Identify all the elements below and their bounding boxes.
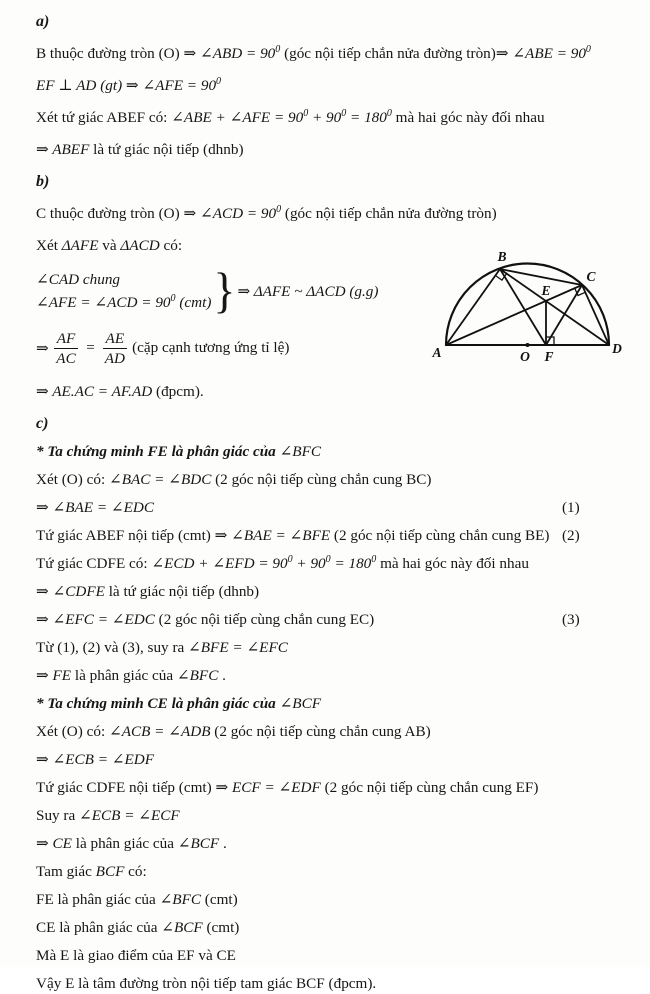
text-segment: (góc nội tiếp chắn nửa đường tròn) [281,205,497,222]
brace-row [36,268,211,291]
math-segment: ⇒ ∠CDFE [36,583,105,600]
math-segment: + 90 [308,109,342,126]
math-segment: ∠CAD chung [36,271,121,288]
text-line [36,890,642,910]
text-segment: a) [36,13,50,30]
text-segment: Vậy E là tâm đường tròn nội tiếp tam giác BCF (đpcm). [36,975,377,992]
math-segment: ∠ECB = ∠ECF [79,807,180,824]
superscript: 0 [371,553,377,565]
math-segment: ⇒ ∠EFC = ∠EDC [36,611,155,628]
text-line [36,638,642,658]
superscript: 0 [287,553,293,565]
text-segment: và [98,237,121,254]
text-line [36,554,642,574]
math-segment: ⇒ ∠ECB = ∠EDF [36,751,155,768]
text-segment: là tứ giác nội tiếp (dhnb) [93,141,244,158]
text-segment: . [218,667,226,684]
text-segment: * Ta chứng minh CE là phân giác của [36,695,280,712]
text-segment: Tứ giác ABEF nội tiếp (cmt) [36,527,215,544]
solution-text [36,12,642,994]
section-heading [36,12,642,32]
math-segment: ∠BCF [279,695,321,712]
text-line [36,974,642,994]
equals-sign: = [85,339,96,356]
text-line [36,498,642,518]
text-segment: mà hai góc này đối nhau [376,555,529,572]
math-segment: (g.g) [349,282,379,300]
text-line [36,610,642,630]
equation-number: (3) [562,611,580,628]
text-segment: (2 góc nội tiếp cùng chắn cung AB) [210,723,431,740]
text-line [36,946,642,966]
superscript: 0 [276,203,282,215]
text-segment: có: [159,237,183,254]
math-segment: ΔACD [120,237,160,254]
text-line [36,750,642,770]
text-segment: * Ta chứng minh FE là phân giác của [36,443,280,460]
math-segment: ⇒ ABEF [36,141,94,158]
math-segment: EF ⊥ AD (gt) ⇒ ∠AFE = 90 [36,77,217,94]
math-segment: ∠BAC = ∠BDC [108,471,212,488]
text-segment: FE là phân giác của [36,891,160,908]
text-line [36,582,642,602]
text-segment: Tam giác [36,863,96,880]
superscript: 0 [275,43,281,55]
math-segment: ∠BFC [176,667,219,684]
math-segment: ⇒ ∠ABE = 90 [495,45,586,62]
text-segment: Xét (O) có: [36,471,109,488]
math-segment: (cmt) [175,294,212,311]
text-line [36,204,642,224]
text-line [36,382,642,402]
text-segment: B thuộc đường tròn (O) [36,45,184,62]
point-label-B: B [497,249,507,264]
text-line [36,694,642,714]
text-segment: Xét [36,237,62,254]
text-line [36,722,642,742]
text-line [36,44,642,64]
text-segment: (2 góc nội tiếp cùng chắn cung EF) [320,779,539,796]
brace-rows [36,268,211,314]
math-segment: = 180 [346,109,387,126]
math-segment: ⇒ ECF = ∠EDF [215,779,321,796]
text-line [36,470,642,490]
math-segment: ⇒ FE [36,667,72,684]
text-segment: là tứ giác nội tiếp (dhnb) [104,583,260,600]
text-segment: (đpcm). [156,383,204,400]
text-line [36,526,642,546]
text-line [36,918,642,938]
math-segment: ⇒ CE [36,835,72,852]
equation-number: (2) [562,527,580,544]
text-line [36,108,642,128]
math-segment: BCF [95,863,125,880]
curly-brace: } [213,262,236,318]
equation-number: (1) [562,499,580,516]
point-label-D: D [612,341,622,356]
math-segment: + 90 [292,555,326,572]
brace-row [36,291,211,314]
text-segment: (2 góc nội tiếp cùng chắn cung BC) [211,471,432,488]
math-segment: ⇒ ∠ABD = 90 [183,45,276,62]
text-segment: b) [36,173,50,190]
text-segment: Suy ra [36,807,80,824]
superscript: 0 [216,75,222,87]
math-segment: ⇒ ∠BAE = ∠BFE [214,527,331,544]
text-line [36,862,642,882]
text-segment: mà hai góc này đối nhau [391,109,545,126]
math-segment: ∠BFC [279,443,321,460]
math-segment: ⇒ AE.AC = AF.AD [36,383,157,400]
superscript: 0 [303,107,309,119]
math-segment: ⇒ ∠ACD = 90 [183,205,277,222]
math-segment: ∠ABE + ∠AFE = 90 [171,109,304,126]
text-segment: C thuộc đường tròn (O) [36,205,184,222]
math-segment: ∠BFC [159,891,201,908]
fraction [54,330,79,367]
math-segment: ⇒ ∠BAE = ∠EDC [36,499,155,516]
brace-result [237,282,378,301]
text-segment: có: [124,863,147,880]
text-segment: Xét (O) có: [36,723,109,740]
math-segment: ∠BCF [177,835,220,852]
math-segment: = 180 [330,555,372,572]
text-segment: . [219,835,227,852]
text-line [36,666,642,686]
fraction-numerator: AE [103,330,128,349]
math-segment: ∠BFE = ∠EFC [188,639,288,656]
point-label-E: E [541,283,551,298]
text-segment: là phân giác của [71,835,178,852]
proportion-line [36,326,642,370]
text-segment: (cmt) [200,891,238,908]
superscript: 0 [341,107,347,119]
math-segment: ∠ECD + ∠EFD = 90 [151,555,288,572]
math-segment: ΔAFE [61,237,99,254]
text-segment: Tứ giác CDFE có: [36,555,152,572]
text-segment: (cặp cạnh tương ứng tỉ lệ) [132,339,290,356]
superscript: 0 [386,107,392,119]
superscript: 0 [585,43,591,55]
text-segment: (góc nội tiếp chắn nửa đường tròn) [280,45,496,62]
text-segment: Xét tứ giác ABEF có: [36,109,172,126]
text-line [36,140,642,160]
point-label-F: F [544,349,554,364]
point-label-A: A [432,345,442,360]
text-segment: là phân giác của [71,667,177,684]
math-segment: ∠ACB = ∠ADB [108,723,211,740]
text-line [36,806,642,826]
math-segment: ⇒ ΔAFE ~ ΔACD [237,282,350,300]
text-segment: Mà E là giao điểm của EF và CE [36,947,236,964]
superscript: 0 [325,553,331,565]
text-segment: (2 góc nội tiếp cùng chắn cung EC) [154,611,375,628]
math-segment: ⇒ [36,339,49,357]
math-segment: ∠AFE = ∠ACD = 90 [36,294,171,311]
text-line [36,76,642,96]
text-segment: (2 góc nội tiếp cùng chắn cung BE) [330,527,550,544]
text-segment: c) [36,415,49,432]
text-segment: CE là phân giác của [36,919,162,936]
text-segment: Từ (1), (2) và (3), suy ra [36,639,189,656]
text-line [36,834,642,854]
text-segment: (cmt) [202,919,240,936]
section-heading [36,172,642,192]
text-line [36,778,642,798]
brace-system [36,262,642,318]
fraction-denominator: AD [104,349,125,367]
point-label-O: O [520,349,530,364]
fraction [103,330,128,367]
point-label-C: C [586,269,596,284]
fraction-numerator: AF [54,330,79,349]
text-segment: Tứ giác CDFE nội tiếp (cmt) [36,779,216,796]
text-line [36,236,642,256]
section-heading [36,414,642,434]
math-segment: ∠BCF [161,919,203,936]
superscript: 0 [170,292,176,304]
fraction-denominator: AC [56,349,76,367]
text-line [36,442,642,462]
